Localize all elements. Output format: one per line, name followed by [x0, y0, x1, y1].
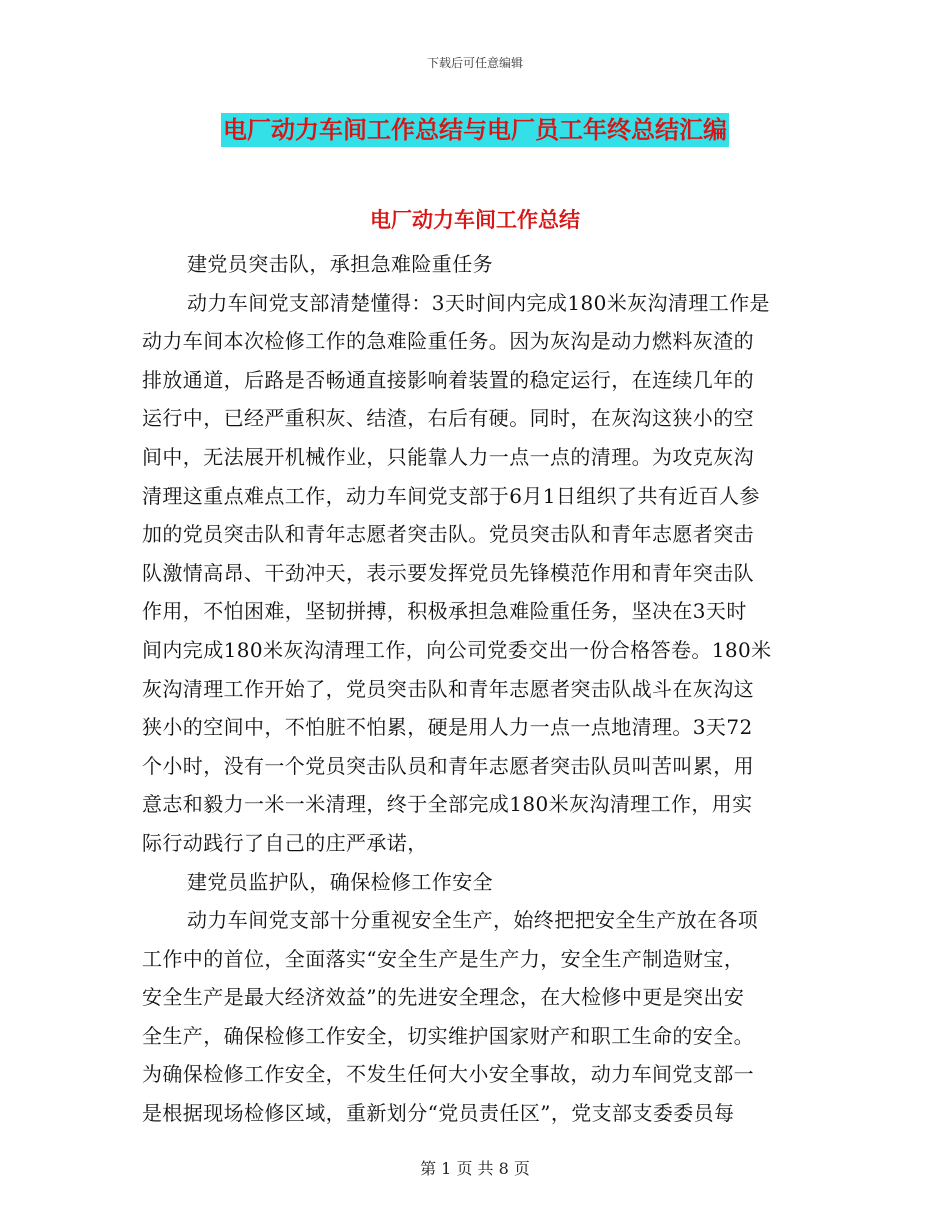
- document-title: [0, 113, 950, 147]
- paragraph-start-line: 动力车间党支部十分重视安全生产，始终把把安全生产放在各项: [187, 908, 759, 933]
- section-title: 电厂动力车间工作总结: [370, 208, 580, 232]
- paragraph-line: 工作中的首位，全面落实“安全生产是生产力，安全生产制造财宝，: [142, 946, 745, 971]
- document-body: [142, 245, 812, 1133]
- paragraph-line: 意志和毅力一米一米清理，终于全部完成180米灰沟清理工作，用实: [142, 792, 753, 817]
- paragraph-line: 全生产，确保检修工作安全，切实维护国家财产和职工生命的安全。: [142, 1023, 754, 1048]
- paragraph-line: 运行中，已经严重积灰、结渣，右后有硬。同时，在灰沟这狭小的空: [142, 406, 754, 431]
- paragraph-line: 安全生产是最大经济效益”的先进安全理念，在大检修中更是突出安: [142, 985, 745, 1010]
- paragraph-start-line: 建党员监护队，确保检修工作安全: [187, 869, 493, 894]
- paragraph-line: 际行动践行了自己的庄严承诺，: [142, 830, 428, 855]
- paragraph-line: 加的党员突击队和青年志愿者突击队。党员突击队和青年志愿者突击: [142, 522, 754, 547]
- paragraph-line: 间中，无法展开机械作业，只能靠人力一点一点的清理。为攻克灰沟: [142, 444, 754, 469]
- paragraph-start-line: 动力车间党支部清楚懂得：3天时间内完成180米灰沟清理工作是: [187, 290, 770, 315]
- paragraph-line: 狭小的空间中，不怕脏不怕累，硬是用人力一点一点地清理。3天72: [142, 715, 753, 740]
- paragraph-line: 为确保检修工作安全，不发生任何大小安全事故，动力车间党支部一: [142, 1062, 754, 1087]
- paragraph-start-line: 建党员突击队，承担急难险重任务: [187, 252, 493, 276]
- paragraph-line: 排放通道，后路是否畅通直接影响着装置的稳定运行，在连续几年的: [142, 367, 754, 392]
- paragraph-line: 是根据现场检修区域，重新划分“党员责任区”，党支部支委委员每: [142, 1101, 735, 1126]
- paragraph-line: 动力车间本次检修工作的急难险重任务。因为灰沟是动力燃料灰渣的: [142, 329, 754, 354]
- paragraph-line: 清理这重点难点工作，动力车间党支部于6月1日组织了共有近百人参: [142, 483, 760, 508]
- page-header: 下载后可任意编辑: [426, 56, 523, 70]
- document-title-text: 电厂动力车间工作总结与电厂员工年终总结汇编: [221, 113, 729, 147]
- paragraph-line: 队激情高昂、干劲冲天，表示要发挥党员先锋模范作用和青年突击队: [142, 560, 754, 585]
- page-footer: 第 1 页 共 8 页: [420, 1159, 530, 1178]
- paragraph-line: 间内完成180米灰沟清理工作，向公司党委交出一份合格答卷。180米: [142, 637, 772, 662]
- paragraph-line: 灰沟清理工作开始了，党员突击队和青年志愿者突击队战斗在灰沟这: [142, 676, 754, 701]
- paragraph-line: 个小时，没有一个党员突击队员和青年志愿者突击队员叫苦叫累，用: [142, 753, 754, 778]
- paragraph-line: 作用，不怕困难，坚韧拼搏，积极承担急难险重任务，坚决在3天时: [142, 599, 747, 624]
